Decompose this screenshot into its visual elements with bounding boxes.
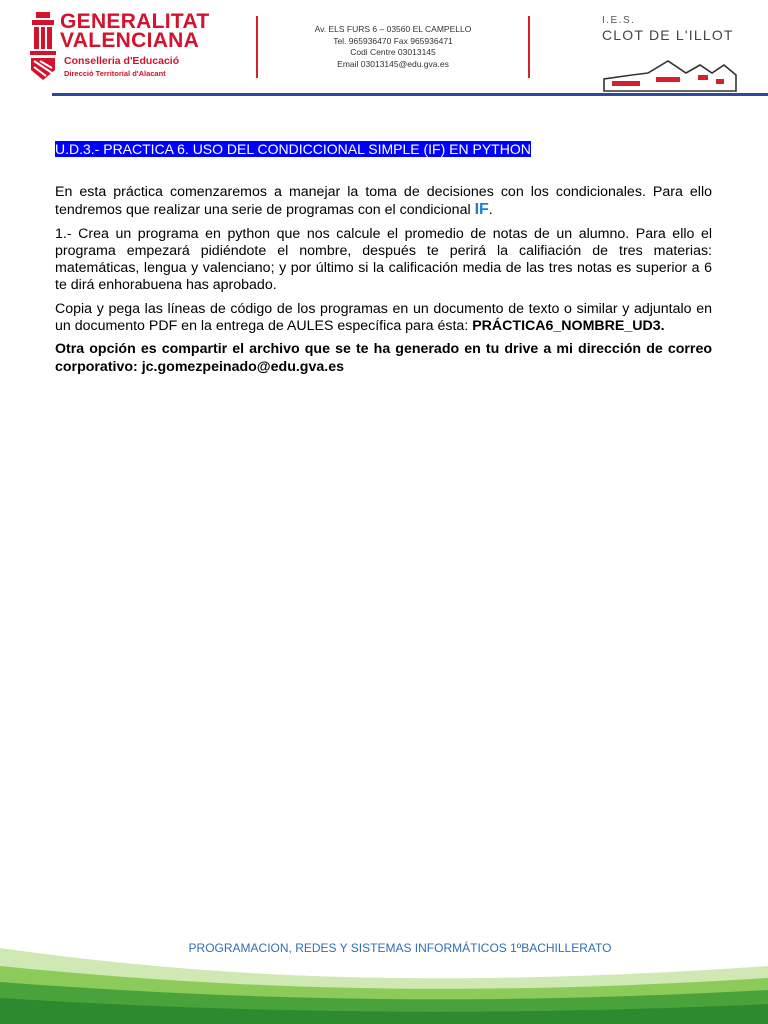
school-logo	[602, 15, 752, 43]
contact-line: Email 03013145@edu.gva.es	[337, 58, 449, 69]
instructions-paragraph: Copia y pega las líneas de código de los programas en un documento de texto o similar y adjuntalo en un documento PDF en la entrega de AULES específica para ésta: PRÁCTICA6_NOMBRE_UD3.	[55, 300, 712, 335]
contact-line: Av. ELS FURS 6 – 03560 EL CAMPELLO	[314, 24, 472, 34]
page-header	[0, 0, 768, 96]
header-divider	[256, 16, 258, 78]
share-option-paragraph: Otra opción es compartir el archivo que se te ha generado en tu drive a mi dirección de correo corporativo: jc.gomezpeinado@edu.gva.es	[55, 341, 712, 375]
practice-title	[55, 140, 712, 159]
filename-label: PRÁCTICA6_NOMBRE_UD3.	[472, 318, 665, 335]
generalitat-crest-icon	[28, 10, 58, 82]
school-building-icon	[602, 51, 738, 95]
exercise-1-paragraph: 1.- Crea un programa en python que nos calcule el promedio de notas de un alumno. Para ello el programa empezará pidiéndote el nombre, después te perirá la califiación de tres materias: matemáticas, lengua y valenciano; y por último si la calificación media de las tres notas es superior a 6 te dirá enhorabuena has aprobado.	[55, 225, 712, 294]
conselleria-label: Conselleria d'Educació	[64, 55, 180, 67]
header-rule	[52, 93, 768, 96]
generalitat-logo	[28, 10, 210, 82]
contact-line: Codi Centre 03013145	[350, 47, 436, 58]
school-contact-info	[270, 24, 516, 70]
contact-line: Tel. 965936470 Fax 965936471	[333, 35, 453, 46]
header-divider	[528, 16, 530, 78]
generalitat-name: GENERALITAT VALENCIANA	[60, 10, 210, 52]
direccio-label: Direcció Territorial d'Alacant	[64, 69, 166, 78]
school-name: CLOT DE L'ILLOT	[602, 27, 734, 43]
if-keyword: IF	[474, 201, 489, 219]
document-body	[55, 140, 712, 382]
practice-title-text: U.D.3.- PRACTICA 6. USO DEL CONDICCIONAL SIMPLE (IF) EN PYTHON	[55, 141, 531, 157]
footer-course-label: PROGRAMACION, REDES Y SISTEMAS INFORMÁTICOS 1ºBACHILLERATO	[188, 941, 612, 955]
intro-paragraph: En esta práctica comenzaremos a manejar la toma de decisiones con los condicionales. Para ello tendremos que realizar una serie de programas con el condicional IF.	[55, 184, 712, 219]
school-prefix: I.E.S.	[602, 15, 636, 26]
